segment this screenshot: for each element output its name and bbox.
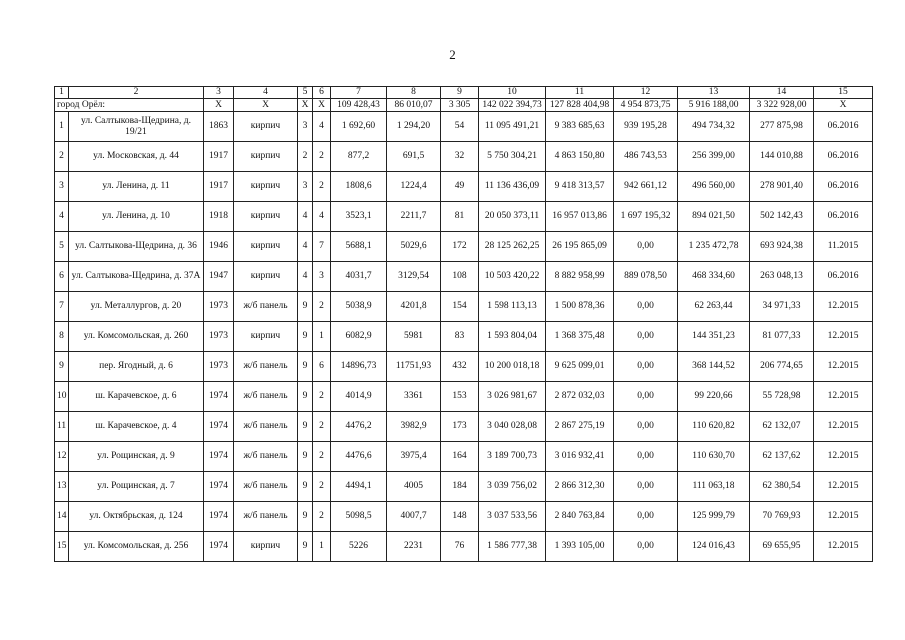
budget-city-cell: 62 137,62 (750, 442, 814, 472)
city-cell: 86 010,07 (387, 99, 441, 112)
budget-city-cell: 62 380,54 (750, 472, 814, 502)
floors-cell: 4 (298, 202, 313, 232)
build-year-cell: 1947 (204, 262, 234, 292)
build-year-cell: 1973 (204, 322, 234, 352)
row-number-cell: 15 (55, 532, 69, 562)
wall-material-cell: ж/б панель (234, 292, 298, 322)
fund-cost-cell: 4 863 150,80 (546, 142, 614, 172)
budget-region-cell: 125 999,79 (678, 502, 750, 532)
living-area-cell: 4005 (387, 472, 441, 502)
wall-material-cell: кирпич (234, 232, 298, 262)
table-row (55, 112, 873, 142)
total-area-cell: 4494,1 (331, 472, 387, 502)
owner-funds-cell: 0,00 (614, 382, 678, 412)
header-cell: 2 (69, 87, 204, 99)
budget-region-cell: 494 734,32 (678, 112, 750, 142)
total-cost-cell: 3 026 981,67 (479, 382, 546, 412)
residents-cell: 49 (441, 172, 479, 202)
row-number-cell: 7 (55, 292, 69, 322)
build-year-cell: 1973 (204, 352, 234, 382)
city-cell: 127 828 404,98 (546, 99, 614, 112)
fund-cost-cell: 1 500 878,36 (546, 292, 614, 322)
city-cell: 3 322 928,00 (750, 99, 814, 112)
residents-cell: 81 (441, 202, 479, 232)
city-name: город Орёл: (55, 99, 204, 112)
row-number-cell: 10 (55, 382, 69, 412)
total-cost-cell: 11 136 436,09 (479, 172, 546, 202)
floors-cell: 9 (298, 412, 313, 442)
entrances-cell: 2 (313, 502, 331, 532)
city-cell: 4 954 873,75 (614, 99, 678, 112)
floors-cell: 3 (298, 172, 313, 202)
total-cost-cell: 3 037 533,56 (479, 502, 546, 532)
total-cost-cell: 1 598 113,13 (479, 292, 546, 322)
header-cell: 10 (479, 87, 546, 99)
entrances-cell: 6 (313, 352, 331, 382)
build-year-cell: 1974 (204, 532, 234, 562)
header-cell: 14 (750, 87, 814, 99)
entrances-cell: 2 (313, 442, 331, 472)
owner-funds-cell: 0,00 (614, 532, 678, 562)
entrances-cell: 1 (313, 532, 331, 562)
row-number-cell: 4 (55, 202, 69, 232)
owner-funds-cell: 0,00 (614, 232, 678, 262)
total-cost-cell: 5 750 304,21 (479, 142, 546, 172)
living-area-cell: 4201,8 (387, 292, 441, 322)
budget-region-cell: 368 144,52 (678, 352, 750, 382)
header-cell: 6 (313, 87, 331, 99)
row-number-cell: 12 (55, 442, 69, 472)
owner-funds-cell: 486 743,53 (614, 142, 678, 172)
floors-cell: 9 (298, 382, 313, 412)
fund-cost-cell: 9 625 099,01 (546, 352, 614, 382)
residents-cell: 172 (441, 232, 479, 262)
city-cell: X (204, 99, 234, 112)
address-cell: ул. Ленина, д. 11 (69, 172, 204, 202)
living-area-cell: 691,5 (387, 142, 441, 172)
header-cell: 8 (387, 87, 441, 99)
residents-cell: 153 (441, 382, 479, 412)
living-area-cell: 5029,6 (387, 232, 441, 262)
total-area-cell: 6082,9 (331, 322, 387, 352)
budget-city-cell: 62 132,07 (750, 412, 814, 442)
row-number-cell: 5 (55, 232, 69, 262)
living-area-cell: 3361 (387, 382, 441, 412)
budget-region-cell: 144 351,23 (678, 322, 750, 352)
completion-date-cell: 06.2016 (814, 142, 873, 172)
city-cell: X (234, 99, 298, 112)
completion-date-cell: 06.2016 (814, 262, 873, 292)
city-cell: X (298, 99, 313, 112)
floors-cell: 3 (298, 112, 313, 142)
entrances-cell: 4 (313, 112, 331, 142)
wall-material-cell: кирпич (234, 322, 298, 352)
city-cell: 142 022 394,73 (479, 99, 546, 112)
owner-funds-cell: 942 661,12 (614, 172, 678, 202)
total-area-cell: 4031,7 (331, 262, 387, 292)
total-area-cell: 1808,6 (331, 172, 387, 202)
build-year-cell: 1917 (204, 172, 234, 202)
header-cell: 4 (234, 87, 298, 99)
total-area-cell: 5038,9 (331, 292, 387, 322)
build-year-cell: 1917 (204, 142, 234, 172)
completion-date-cell: 12.2015 (814, 382, 873, 412)
residents-cell: 154 (441, 292, 479, 322)
completion-date-cell: 06.2016 (814, 202, 873, 232)
residents-cell: 173 (441, 412, 479, 442)
header-cell: 15 (814, 87, 873, 99)
fund-cost-cell: 2 872 032,03 (546, 382, 614, 412)
living-area-cell: 1 294,20 (387, 112, 441, 142)
living-area-cell: 2211,7 (387, 202, 441, 232)
budget-city-cell: 69 655,95 (750, 532, 814, 562)
total-area-cell: 5226 (331, 532, 387, 562)
wall-material-cell: ж/б панель (234, 382, 298, 412)
table-row (55, 262, 873, 292)
budget-city-cell: 693 924,38 (750, 232, 814, 262)
fund-cost-cell: 9 383 685,63 (546, 112, 614, 142)
row-number-cell: 2 (55, 142, 69, 172)
fund-cost-cell: 1 368 375,48 (546, 322, 614, 352)
header-cell: 11 (546, 87, 614, 99)
table-row (55, 292, 873, 322)
wall-material-cell: кирпич (234, 532, 298, 562)
total-cost-cell: 1 593 804,04 (479, 322, 546, 352)
budget-region-cell: 110 620,82 (678, 412, 750, 442)
budget-city-cell: 55 728,98 (750, 382, 814, 412)
completion-date-cell: 06.2016 (814, 172, 873, 202)
fund-cost-cell: 1 393 105,00 (546, 532, 614, 562)
address-cell: ул. Московская, д. 44 (69, 142, 204, 172)
living-area-cell: 11751,93 (387, 352, 441, 382)
budget-region-cell: 894 021,50 (678, 202, 750, 232)
header-cell: 7 (331, 87, 387, 99)
wall-material-cell: кирпич (234, 142, 298, 172)
floors-cell: 9 (298, 472, 313, 502)
owner-funds-cell: 0,00 (614, 442, 678, 472)
budget-city-cell: 277 875,98 (750, 112, 814, 142)
table-row (55, 232, 873, 262)
fund-cost-cell: 2 867 275,19 (546, 412, 614, 442)
residents-cell: 108 (441, 262, 479, 292)
build-year-cell: 1974 (204, 412, 234, 442)
completion-date-cell: 12.2015 (814, 352, 873, 382)
owner-funds-cell: 0,00 (614, 502, 678, 532)
table-row (55, 142, 873, 172)
living-area-cell: 3975,4 (387, 442, 441, 472)
total-cost-cell: 10 503 420,22 (479, 262, 546, 292)
city-cell: 109 428,43 (331, 99, 387, 112)
entrances-cell: 2 (313, 172, 331, 202)
entrances-cell: 2 (313, 382, 331, 412)
header-cell: 13 (678, 87, 750, 99)
floors-cell: 9 (298, 292, 313, 322)
page-number: 2 (449, 47, 456, 62)
budget-city-cell: 278 901,40 (750, 172, 814, 202)
address-cell: ш. Карачевское, д. 4 (69, 412, 204, 442)
owner-funds-cell: 0,00 (614, 352, 678, 382)
table-row (55, 382, 873, 412)
living-area-cell: 4007,7 (387, 502, 441, 532)
wall-material-cell: ж/б панель (234, 502, 298, 532)
table-row (55, 172, 873, 202)
wall-material-cell: ж/б панель (234, 472, 298, 502)
fund-cost-cell: 2 866 312,30 (546, 472, 614, 502)
fund-cost-cell: 16 957 013,86 (546, 202, 614, 232)
budget-city-cell: 81 077,33 (750, 322, 814, 352)
living-area-cell: 2231 (387, 532, 441, 562)
floors-cell: 9 (298, 532, 313, 562)
total-cost-cell: 10 200 018,18 (479, 352, 546, 382)
wall-material-cell: ж/б панель (234, 412, 298, 442)
residents-cell: 32 (441, 142, 479, 172)
budget-region-cell: 1 235 472,78 (678, 232, 750, 262)
residents-cell: 148 (441, 502, 479, 532)
row-number-cell: 13 (55, 472, 69, 502)
budget-region-cell: 468 334,60 (678, 262, 750, 292)
owner-funds-cell: 0,00 (614, 322, 678, 352)
floors-cell: 4 (298, 262, 313, 292)
city-cell: X (313, 99, 331, 112)
fund-cost-cell: 3 016 932,41 (546, 442, 614, 472)
address-cell: ул. Комсомольская, д. 256 (69, 532, 204, 562)
residents-cell: 164 (441, 442, 479, 472)
budget-region-cell: 110 630,70 (678, 442, 750, 472)
table-row (55, 532, 873, 562)
total-area-cell: 5098,5 (331, 502, 387, 532)
completion-date-cell: 12.2015 (814, 442, 873, 472)
fund-cost-cell: 26 195 865,09 (546, 232, 614, 262)
build-year-cell: 1918 (204, 202, 234, 232)
fund-cost-cell: 9 418 313,57 (546, 172, 614, 202)
total-cost-cell: 3 189 700,73 (479, 442, 546, 472)
budget-city-cell: 144 010,88 (750, 142, 814, 172)
total-area-cell: 14896,73 (331, 352, 387, 382)
address-cell: ш. Карачевское, д. 6 (69, 382, 204, 412)
row-number-cell: 8 (55, 322, 69, 352)
city-cell: 3 305 (441, 99, 479, 112)
entrances-cell: 4 (313, 202, 331, 232)
budget-city-cell: 34 971,33 (750, 292, 814, 322)
table-row (55, 442, 873, 472)
address-cell: ул. Металлургов, д. 20 (69, 292, 204, 322)
address-cell: ул. Ленина, д. 10 (69, 202, 204, 232)
total-area-cell: 877,2 (331, 142, 387, 172)
header-cell: 1 (55, 87, 69, 99)
wall-material-cell: кирпич (234, 112, 298, 142)
table-row (55, 502, 873, 532)
table-row (55, 202, 873, 232)
budget-region-cell: 111 063,18 (678, 472, 750, 502)
total-area-cell: 4476,2 (331, 412, 387, 442)
total-area-cell: 1 692,60 (331, 112, 387, 142)
living-area-cell: 1224,4 (387, 172, 441, 202)
total-area-cell: 4014,9 (331, 382, 387, 412)
total-cost-cell: 20 050 373,11 (479, 202, 546, 232)
budget-city-cell: 502 142,43 (750, 202, 814, 232)
total-area-cell: 3523,1 (331, 202, 387, 232)
fund-cost-cell: 2 840 763,84 (546, 502, 614, 532)
table-row (55, 472, 873, 502)
address-cell: ул. Комсомольская, д. 260 (69, 322, 204, 352)
residents-cell: 432 (441, 352, 479, 382)
city-total-row (55, 99, 873, 112)
budget-city-cell: 70 769,93 (750, 502, 814, 532)
owner-funds-cell: 0,00 (614, 292, 678, 322)
header-cell: 5 (298, 87, 313, 99)
total-cost-cell: 1 586 777,38 (479, 532, 546, 562)
column-number-row (55, 87, 873, 99)
wall-material-cell: ж/б панель (234, 442, 298, 472)
residents-cell: 83 (441, 322, 479, 352)
total-cost-cell: 28 125 262,25 (479, 232, 546, 262)
budget-region-cell: 256 399,00 (678, 142, 750, 172)
header-cell: 9 (441, 87, 479, 99)
entrances-cell: 1 (313, 322, 331, 352)
address-cell: пер. Ягодный, д. 6 (69, 352, 204, 382)
build-year-cell: 1973 (204, 292, 234, 322)
floors-cell: 9 (298, 502, 313, 532)
build-year-cell: 1946 (204, 232, 234, 262)
completion-date-cell: 06.2016 (814, 112, 873, 142)
row-number-cell: 1 (55, 112, 69, 142)
completion-date-cell: 12.2015 (814, 412, 873, 442)
living-area-cell: 3982,9 (387, 412, 441, 442)
address-cell: ул. Салтыкова-Щедрина, д. 37А (69, 262, 204, 292)
address-cell: ул. Рощинская, д. 7 (69, 472, 204, 502)
owner-funds-cell: 939 195,28 (614, 112, 678, 142)
total-area-cell: 4476,6 (331, 442, 387, 472)
row-number-cell: 11 (55, 412, 69, 442)
floors-cell: 9 (298, 442, 313, 472)
total-cost-cell: 3 040 028,08 (479, 412, 546, 442)
header-cell: 12 (614, 87, 678, 99)
budget-region-cell: 124 016,43 (678, 532, 750, 562)
entrances-cell: 2 (313, 142, 331, 172)
completion-date-cell: 12.2015 (814, 532, 873, 562)
header-cell: 3 (204, 87, 234, 99)
table-row (55, 322, 873, 352)
city-cell: X (814, 99, 873, 112)
budget-city-cell: 263 048,13 (750, 262, 814, 292)
total-cost-cell: 3 039 756,02 (479, 472, 546, 502)
address-cell: ул. Октябрьская, д. 124 (69, 502, 204, 532)
residents-cell: 54 (441, 112, 479, 142)
row-number-cell: 9 (55, 352, 69, 382)
entrances-cell: 3 (313, 262, 331, 292)
owner-funds-cell: 889 078,50 (614, 262, 678, 292)
total-area-cell: 5688,1 (331, 232, 387, 262)
total-cost-cell: 11 095 491,21 (479, 112, 546, 142)
residents-cell: 76 (441, 532, 479, 562)
build-year-cell: 1974 (204, 472, 234, 502)
completion-date-cell: 12.2015 (814, 292, 873, 322)
address-cell: ул. Салтыкова-Щедрина, д. 19/21 (69, 112, 204, 142)
completion-date-cell: 12.2015 (814, 502, 873, 532)
living-area-cell: 5981 (387, 322, 441, 352)
budget-region-cell: 496 560,00 (678, 172, 750, 202)
entrances-cell: 2 (313, 412, 331, 442)
address-cell: ул. Салтыкова-Щедрина, д. 36 (69, 232, 204, 262)
completion-date-cell: 12.2015 (814, 472, 873, 502)
row-number-cell: 6 (55, 262, 69, 292)
wall-material-cell: кирпич (234, 202, 298, 232)
city-cell: 5 916 188,00 (678, 99, 750, 112)
budget-region-cell: 62 263,44 (678, 292, 750, 322)
budget-city-cell: 206 774,65 (750, 352, 814, 382)
entrances-cell: 7 (313, 232, 331, 262)
owner-funds-cell: 0,00 (614, 472, 678, 502)
build-year-cell: 1974 (204, 382, 234, 412)
completion-date-cell: 12.2015 (814, 322, 873, 352)
floors-cell: 2 (298, 142, 313, 172)
residents-cell: 184 (441, 472, 479, 502)
budget-region-cell: 99 220,66 (678, 382, 750, 412)
wall-material-cell: кирпич (234, 172, 298, 202)
completion-date-cell: 11.2015 (814, 232, 873, 262)
build-year-cell: 1863 (204, 112, 234, 142)
floors-cell: 4 (298, 232, 313, 262)
floors-cell: 9 (298, 352, 313, 382)
fund-cost-cell: 8 882 958,99 (546, 262, 614, 292)
entrances-cell: 2 (313, 292, 331, 322)
floors-cell: 9 (298, 322, 313, 352)
address-cell: ул. Рощинская, д. 9 (69, 442, 204, 472)
table-row (55, 352, 873, 382)
table-row (55, 412, 873, 442)
wall-material-cell: кирпич (234, 262, 298, 292)
build-year-cell: 1974 (204, 442, 234, 472)
row-number-cell: 14 (55, 502, 69, 532)
build-year-cell: 1974 (204, 502, 234, 532)
living-area-cell: 3129,54 (387, 262, 441, 292)
row-number-cell: 3 (55, 172, 69, 202)
owner-funds-cell: 0,00 (614, 412, 678, 442)
wall-material-cell: ж/б панель (234, 352, 298, 382)
entrances-cell: 2 (313, 472, 331, 502)
housing-table (54, 86, 873, 562)
owner-funds-cell: 1 697 195,32 (614, 202, 678, 232)
